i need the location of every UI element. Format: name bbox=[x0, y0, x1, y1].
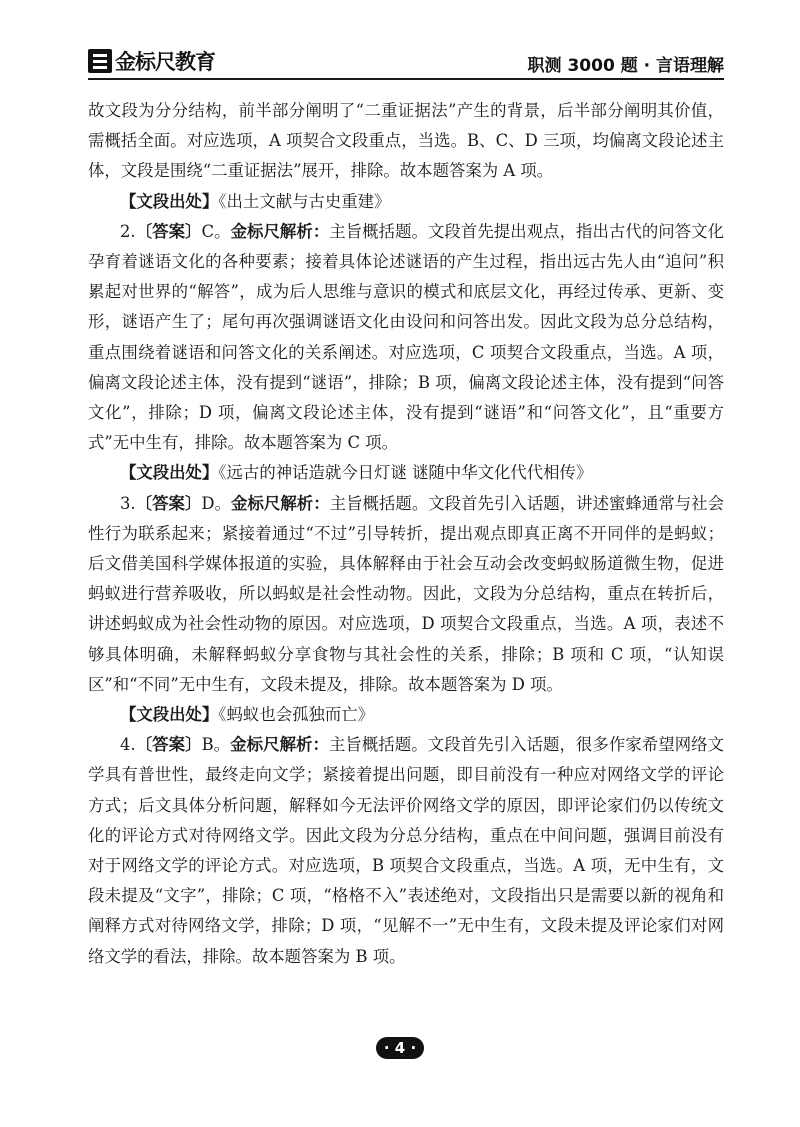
page-header bbox=[88, 44, 724, 80]
logo-icon bbox=[88, 49, 112, 73]
answer-label: 〔答案〕 bbox=[135, 221, 202, 241]
answer-label: 〔答案〕 bbox=[135, 735, 202, 755]
analysis-text: 主旨概括题。文段首先提出观点，指出古代的问答文化孕育着谜语文化的各种要素；接着具体论述谜语的产生过程，指出远古先人由“追问”积累起对世界的“解答”，成为后人思维与意识的模式和底层文化，再经过传承、更新、变形，谜语产生了；尾句再次强调谜语文化由设问和问答出发。因此文段为总分总结构，重点围绕着谜语和问答文化的关系阐述。对应选项，C 项契合文段重点，当选。A 项，偏离文段论述主体，没有提到“谜语”，排除；B 项，偏离文段论述主体，没有提到“问答文化”，排除；D 项，偏离文段论述主体，没有提到“谜语”和“问答文化”，且“重要方式”无中生有，排除。故本题答案为 C 项。 bbox=[88, 221, 725, 453]
source-label: 【文段出处】 bbox=[120, 463, 219, 483]
question-number: 4. bbox=[120, 735, 136, 755]
answer-value: C。 bbox=[201, 221, 231, 241]
answer-item bbox=[88, 489, 724, 700]
answer-value: B。 bbox=[201, 735, 231, 755]
source-title: 《出土文献与古史重建》 bbox=[218, 191, 391, 211]
answer-label: 〔答案〕 bbox=[135, 493, 202, 513]
question-number: 2. bbox=[120, 221, 136, 241]
source-line bbox=[88, 187, 724, 217]
source-title: 《远古的神话造就今日灯谜 谜随中华文化代代相传》 bbox=[218, 463, 593, 483]
question-number: 3. bbox=[120, 493, 136, 513]
source-label: 【文段出处】 bbox=[120, 191, 219, 211]
logo-text: 金标尺教育 bbox=[115, 50, 215, 74]
source-title: 《蚂蚁也会孤独而亡》 bbox=[218, 705, 375, 725]
page-content bbox=[88, 96, 724, 972]
answer-item bbox=[88, 217, 724, 459]
brand-logo bbox=[88, 48, 215, 74]
analysis-text: 主旨概括题。文段首先引入话题，讲述蜜蜂通常与社会性行为联系起来；紧接着通过“不过”引导转折，提出观点即真正离不开同伴的是蚂蚁；后文借美国科学媒体报道的实验，具体解释由于社会互动会改变蚂蚁肠道微生物，促进蚂蚁进行营养吸收，所以蚂蚁是社会性动物。因此，文段为分总结构，重点在转折后，讲述蚂蚁成为社会性动物的原因。对应选项，D 项契合文段重点，当选。A 项，表述不够具体明确，未解释蚂蚁分享食物与其社会性的关系，排除；B 项和 C 项，“认知误区”和“不同”无中生有，文段未提及，排除。故本题答案为 D 项。 bbox=[88, 493, 725, 694]
source-line bbox=[88, 458, 724, 488]
source-label: 【文段出处】 bbox=[120, 705, 219, 725]
analysis-text: 主旨概括题。文段首先引入话题，很多作家希望网络文学具有普世性，最终走向文学；紧接着提出问题，即目前没有一种应对网络文学的评论方式；后文具体分析问题，解释如今无法评价网络文学的原因，即评论家们仍以传统文化的评论方式对待网络文学。因此文段为分总分结构，重点在中间问题，强调目前没有对于网络文学的评论方式。对应选项，B 项契合文段重点，当选。A 项，无中生有，文段未提及“文字”，排除；C 项，“格格不入”表述绝对，文段指出只是需要以新的视角和阐释方式对待网络文学，排除；D 项，“见解不一”无中生有，文段未提及评论家们对网络文学的看法，排除。故本题答案为 B 项。 bbox=[88, 735, 725, 966]
analysis-label: 金标尺解析： bbox=[230, 221, 330, 241]
answer-value: D。 bbox=[201, 493, 232, 513]
analysis-label: 金标尺解析： bbox=[230, 735, 329, 755]
answer-item bbox=[88, 730, 724, 972]
book-title: 职测 3000 题 · 言语理解 bbox=[527, 56, 724, 76]
analysis-label: 金标尺解析： bbox=[231, 493, 330, 513]
page-number: · 4 · bbox=[376, 1037, 424, 1059]
source-line bbox=[88, 700, 724, 730]
paragraph-continued: 故文段为分分结构，前半部分阐明了“二重证据法”产生的背景，后半部分阐明其价值，需概括全面。对应选项，A 项契合文段重点，当选。B、C、D 三项，均偏离文段论述主体，文段是围绕“二重证据法”展开，排除。故本题答案为 A 项。 bbox=[88, 101, 724, 181]
